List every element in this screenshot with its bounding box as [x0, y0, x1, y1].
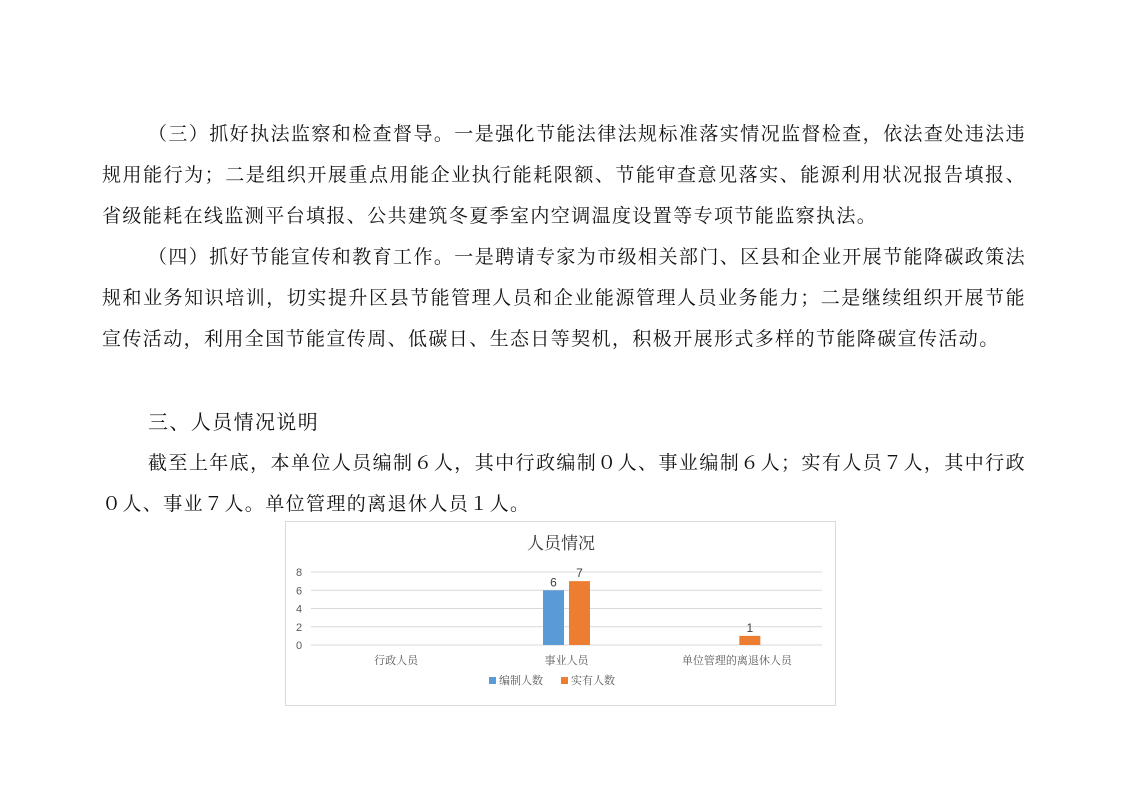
paragraph-enforcement: （三）抓好执法监察和检查督导。一是强化节能法律法规标准落实情况监督检查，依法查处违法违规用能行为；二是组织开展重点用能企业执行能耗限额、节能审查意见落实、能源利用状况报告填报、省级能耗在线监测平台填报、公共建筑冬夏季室内空调温度设置等专项节能监察执法。 — [102, 123, 1026, 227]
category-label: 事业人员 — [544, 654, 589, 667]
y-tick-label: 6 — [295, 585, 303, 598]
y-tick-label: 2 — [295, 621, 303, 634]
legend-label: 实有人数 — [571, 674, 615, 687]
legend-label: 编制人数 — [499, 674, 543, 687]
y-tick-label: 8 — [295, 567, 303, 579]
data-label: 7 — [576, 566, 583, 581]
section-heading: 三、人员情况说明 — [148, 410, 320, 434]
legend-swatch — [561, 677, 568, 684]
bar-planned — [543, 590, 564, 645]
bar-actual — [569, 581, 590, 645]
data-label: 1 — [746, 620, 754, 635]
bar-actual — [739, 636, 760, 645]
legend-swatch — [489, 677, 496, 684]
chart-canvas — [286, 522, 837, 707]
paragraph-staff: 截至上年底，本单位人员编制６人，其中行政编制０人、事业编制６人；实有人员７人，其中行政０人、事业７人。单位管理的离退休人员１人。 — [102, 452, 1026, 515]
data-label: 6 — [550, 575, 557, 590]
staff-chart — [285, 521, 836, 706]
y-tick-label: 0 — [295, 640, 303, 652]
chart-title: 人员情况 — [527, 534, 595, 554]
y-tick-label: 4 — [295, 603, 303, 616]
category-label: 行政人员 — [374, 654, 419, 667]
category-label: 单位管理的离退休人员 — [681, 654, 792, 667]
paragraph-publicity: （四）抓好节能宣传和教育工作。一是聘请专家为市级相关部门、区县和企业开展节能降碳政策法规和业务知识培训，切实提升区县节能管理人员和企业能源管理人员业务能力；二是继续组织开展节能宣传活动，利用全国节能宣传周、低碳日、生态日等契机，积极开展形式多样的节能降碳宣传活动。 — [102, 246, 1026, 350]
